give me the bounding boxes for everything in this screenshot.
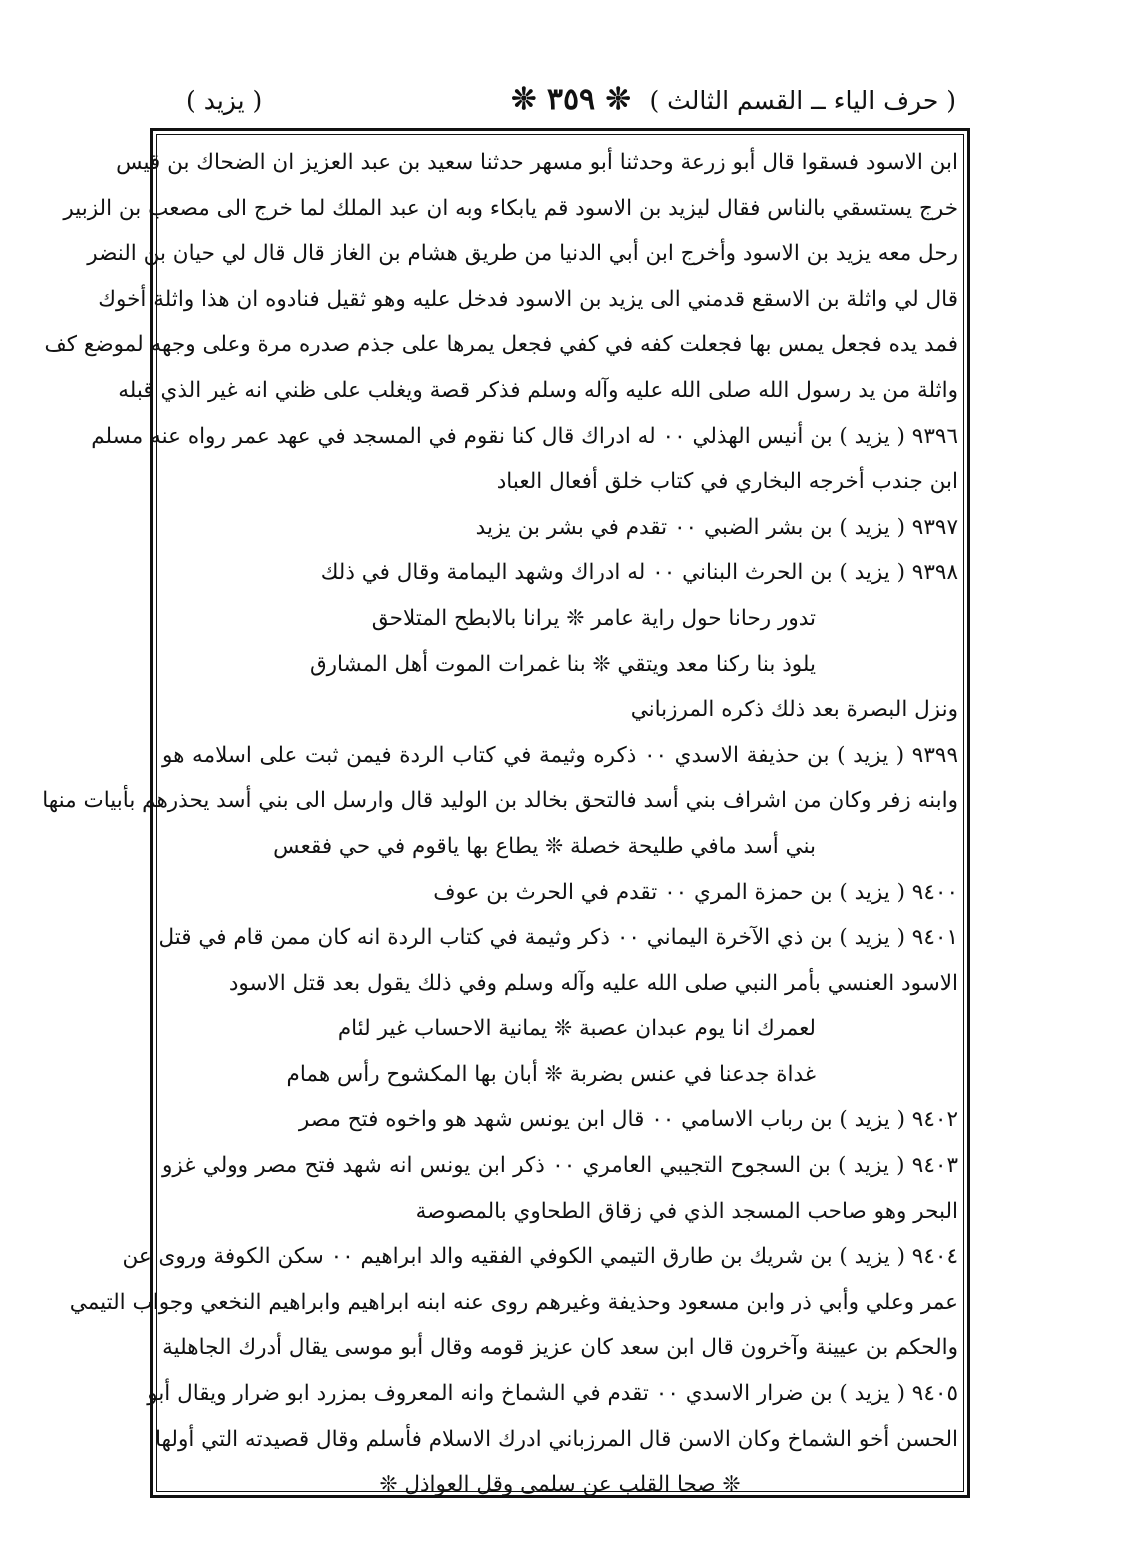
verse-line: غداة جدعنا في عنس بضربة ❊ أبان بها المكشوح رأس همام — [286, 1061, 816, 1087]
text-line: ٩٤٠٣ ( يزيد ) بن السجوح التجيبي العامري ٠٠ ذكر ابن يونس انه شهد فتح مصر وولي غزو — [162, 1153, 958, 1179]
text-line: ٩٤٠٢ ( يزيد ) بن رباب الاسامي ٠٠ قال ابن يونس شهد هو واخوه فتح مصر — [298, 1107, 958, 1133]
text-line: ابن الاسود فسقوا قال أبو زرعة وحدثنا أبو مسهر حدثنا سعيد بن عبد العزيز ان الضحاك بن قيس — [116, 150, 958, 175]
text-line: ٩٤٠٠ ( يزيد ) بن حمزة المري ٠٠ تقدم في الحرث بن عوف — [433, 879, 958, 905]
page-number: ❊ ٣٥٩ ❊ — [511, 82, 631, 117]
text-line: ابن جندب أخرجه البخاري في كتاب خلق أفعال العباد — [496, 469, 958, 495]
header-section-title: ( حرف الياء ــ القسم الثالث ) — [649, 86, 956, 115]
text-body — [42, 140, 958, 1508]
verse-line: يلوذ بنا ركنا معد ويتقي ❊ بنا غمرات الموت أهل المشارق — [309, 651, 816, 677]
text-line: البحر وهو صاحب المسجد الذي في زقاق الطحاوي بالمصوصة — [415, 1198, 958, 1224]
header-entry-name: ( يزيد ) — [186, 86, 263, 115]
text-line: وابنه زفر وكان من اشراف بني أسد فالتحق بخالد بن الوليد قال وارسل الى بني أسد يحذرهم بأبيات منها — [42, 788, 958, 814]
text-line: ٩٣٩٩ ( يزيد ) بن حذيفة الاسدي ٠٠ ذكره وثيمة في كتاب الردة فيمن ثبت على اسلامه هو — [162, 742, 958, 768]
text-line: قال لي واثلة بن الاسقع قدمني الى يزيد بن الاسود فدخل عليه وهو ثقيل فنادوه ان هذا واثلة أخوك — [98, 286, 958, 312]
text-line: ٩٣٩٨ ( يزيد ) بن الحرث البناني ٠٠ له ادراك وشهد اليمامة وقال في ذلك — [320, 560, 958, 586]
running-header — [186, 82, 956, 128]
text-line: الحسن أخو الشماخ وكان الاسن قال المرزباني ادرك الاسلام فأسلم وقال قصيدته التي أولها — [154, 1426, 958, 1452]
text-line: واثلة من يد رسول الله صلى الله عليه وآله وسلم فذكر قصة ويغلب على ظني انه غير الذي قبله — [118, 377, 958, 403]
verse-line: لعمرك انا يوم عبدان عصبة ❊ يمانية الاحساب غير لئام — [337, 1016, 816, 1042]
text-line: ٩٤٠١ ( يزيد ) بن ذي الآخرة اليماني ٠٠ ذكر وثيمة في كتاب الردة انه كان ممن قام في قتل — [158, 925, 958, 951]
text-line: رحل معه يزيد بن الاسود وأخرج ابن أبي الدنيا من طريق هشام بن الغاز قال قال لي حيان بن النضر — [87, 241, 958, 267]
text-line: والحكم بن عيينة وآخرون قال ابن سعد كان عزيز قومه وقال أبو موسى يقال أدرك الجاهلية — [162, 1335, 958, 1361]
text-line: عمر وعلي وأبي ذر وابن مسعود وحذيفة وغيرهم روى عنه ابنه ابراهيم وابراهيم النخعي وجواب التيمي — [69, 1289, 958, 1315]
text-line: ٩٤٠٤ ( يزيد ) بن شريك بن طارق التيمي الكوفي الفقيه والد ابراهيم ٠٠ سكن الكوفة وروى عن — [122, 1244, 958, 1270]
text-line: ونزل البصرة بعد ذلك ذكره المرزباني — [630, 697, 958, 723]
text-line: ❊ صحا القلب عن سلمى وقل العواذل ❊ — [379, 1472, 741, 1498]
verse-line: بني أسد مافي طليحة خصلة ❊ يطاع بها ياقوم في حي فقعس — [273, 833, 816, 859]
verse-line: تدور رحانا حول راية عامر ❊ يرانا بالابطح المتلاحق — [371, 605, 816, 631]
text-line: ٩٤٠٥ ( يزيد ) بن ضرار الاسدي ٠٠ تقدم في الشماخ وانه المعروف بمزرد ابو ضرار ويقال أبو — [147, 1381, 958, 1407]
text-line: ٩٣٩٧ ( يزيد ) بن بشر الضبي ٠٠ تقدم في بشر بن يزيد — [475, 514, 958, 540]
text-line: فمد يده فجعل يمس بها فجعلت كفه في كفي فجعل يمرها على جذم صدره مرة وعلى وجهه لموضع كف — [44, 332, 958, 358]
text-line: ٩٣٩٦ ( يزيد ) بن أنيس الهذلي ٠٠ له ادراك قال كنا نقوم في المسجد في عهد عمر رواه عنه مسلم — [91, 423, 958, 449]
text-line: خرج يستسقي بالناس فقال ليزيد بن الاسود قم يابكاء وبه ان عبد الملك لما خرج الى مصعب بن الزبير — [63, 195, 958, 221]
text-line: الاسود العنسي بأمر النبي صلى الله عليه وآله وسلم وفي ذلك يقول بعد قتل الاسود — [228, 970, 958, 996]
